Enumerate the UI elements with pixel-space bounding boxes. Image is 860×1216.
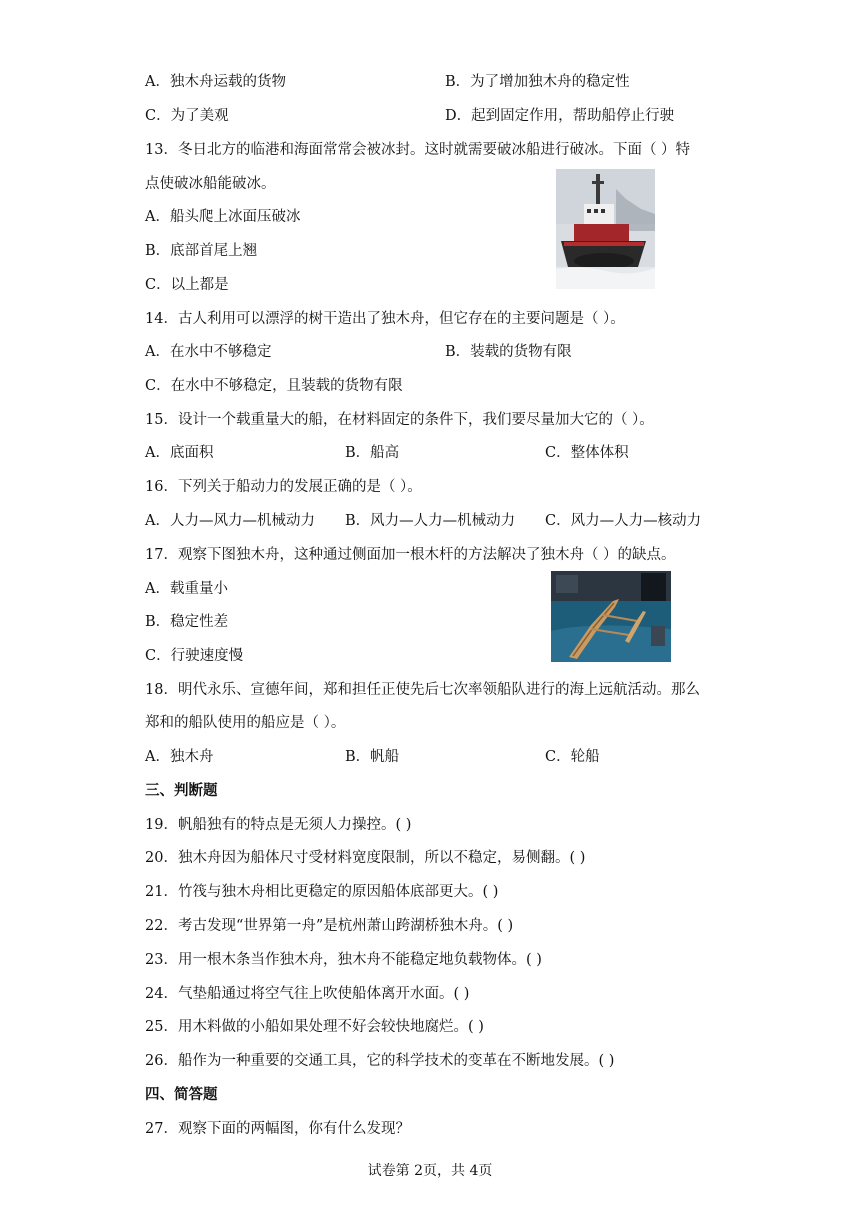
q13-option-c: C．以上都是 [145,277,229,293]
q12-option-b: B．为了增加独木舟的稳定性 [445,74,630,90]
q15-option-b: B．船高 [345,445,400,461]
judge-item: 24．气垫船通过将空气往上吹使船体离开水面。( ) [145,986,470,1002]
outrigger-canoe-photo [551,571,671,662]
q27-stem: 27．观察下面的两幅图，你有什么发现？ [145,1121,410,1137]
icebreaker-photo [556,169,655,289]
judge-item: 22．考古发现“世界第一舟”是杭州萧山跨湖桥独木舟。( ) [145,918,514,934]
q18-option-b: B．帆船 [345,749,400,765]
q17-option-b: B．稳定性差 [145,614,229,630]
q14-option-b: B．装载的货物有限 [445,344,572,360]
q18-stem: 18．明代永乐、宣德年间，郑和担任正使先后七次率领船队进行的海上远航活动。那么 [145,682,700,698]
q16-option-a: A．人力—风力—机械动力 [145,513,315,529]
q15-stem: 15．设计一个载重量大的船，在材料固定的条件下，我们要尽量加大它的（ ）。 [145,412,654,428]
q15-option-c: C．整体体积 [545,445,629,461]
q18-option-c: C．轮船 [545,749,600,765]
q12-option-d: D．起到固定作用，帮助船停止行驶 [445,108,675,124]
q14-stem: 14．古人利用可以漂浮的树干造出了独木舟，但它存在的主要问题是（ ）。 [145,311,625,327]
q12-option-c: C．为了美观 [145,108,229,124]
judge-item: 19．帆船独有的特点是无须人力操控。( ) [145,817,412,833]
q14-option-a: A．在水中不够稳定 [145,344,272,360]
judge-item: 21．竹筏与独木舟相比更稳定的原因船体底部更大。( ) [145,884,499,900]
q14-option-c: C．在水中不够稳定，且装载的货物有限 [145,378,403,394]
q16-stem: 16．下列关于船动力的发展正确的是（ ）。 [145,479,422,495]
judge-item: 25．用木料做的小船如果处理不好会较快地腐烂。( ) [145,1019,484,1035]
q13-stem: 13．冬日北方的临港和海面常常会被冰封。这时就需要破冰船进行破冰。下面（ ）特 [145,142,691,158]
q15-option-a: A．底面积 [145,445,214,461]
q16-option-b: B．风力—人力—机械动力 [345,513,516,529]
judge-item: 20．独木舟因为船体尺寸受材料宽度限制，所以不稳定，易侧翻。( ) [145,850,586,866]
q12-option-a: A．独木舟运载的货物 [145,74,286,90]
q18-stem-cont: 郑和的船队使用的船应是（ ）。 [145,715,346,731]
q17-option-c: C．行驶速度慢 [145,648,244,664]
judge-item: 26．船作为一种重要的交通工具，它的科学技术的变革在不断地发展。( ) [145,1053,615,1069]
section-heading-short-answer: 四、简答题 [145,1087,218,1103]
q13-stem-cont: 点使破冰船能破冰。 [145,176,276,192]
page-footer: 试卷第 2页，共 4页 [367,1163,493,1179]
q13-option-a: A．船头爬上冰面压破冰 [145,209,301,225]
q17-stem: 17．观察下图独木舟，这种通过侧面加一根木杆的方法解决了独木舟（ ）的缺点。 [145,547,676,563]
q18-option-a: A．独木舟 [145,749,214,765]
q13-option-b: B．底部首尾上翘 [145,243,258,259]
judge-item: 23．用一根木条当作独木舟，独木舟不能稳定地负载物体。( ) [145,952,542,968]
q17-option-a: A．载重量小 [145,581,228,597]
q16-option-c: C．风力—人力—核动力 [545,513,702,529]
section-heading-judgement: 三、判断题 [145,783,218,799]
